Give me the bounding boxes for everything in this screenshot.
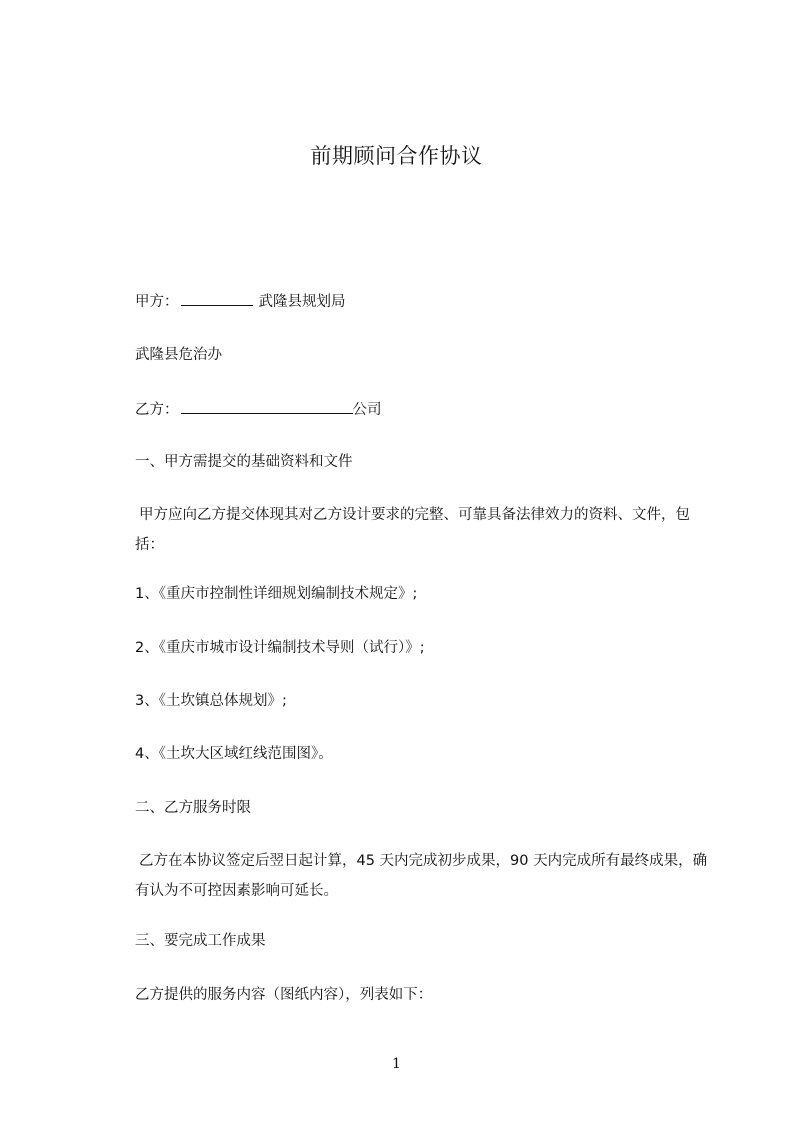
document-title: 前期顾问合作协议 [310, 144, 483, 168]
section-3-body: 乙方提供的服务内容（图纸内容），列表如下： [135, 987, 433, 1003]
party-a-name-2: 武隆县危治办 [135, 347, 222, 363]
party-b-label: 乙方： [135, 402, 179, 418]
party-a-blank [181, 291, 253, 306]
list-item: 1、《重庆市控制性详细规划编制技术规定》; [135, 586, 418, 602]
list-item: 4、《土坎大区域红线范围图》。 [135, 746, 333, 762]
section-1-body: 甲方应向乙方提交体现其对乙方设计要求的完整、可靠具备法律效力的资料、文件，包括： [135, 507, 690, 553]
party-b-line [135, 399, 382, 420]
section-3-heading: 三、要完成工作成果 [135, 933, 266, 949]
party-a-name: 武隆县规划局 [258, 294, 346, 310]
party-b-suffix: 公司 [352, 402, 382, 418]
party-a-label: 甲方： [135, 294, 179, 310]
page-number: 1 [392, 1056, 401, 1072]
section-1-heading: 一、甲方需提交的基础资料和文件 [135, 454, 353, 470]
party-b-blank [181, 399, 353, 414]
list-item: 3、《土坎镇总体规划》; [135, 693, 287, 709]
section-2-body: 乙方在本协议签定后翌日起计算，45 天内完成初步成果，90 天内完成所有最终成果，确有认为不可控因素影响可延长。 [135, 853, 708, 899]
list-item: 2、《重庆市城市设计编制技术导则（试行）》; [135, 640, 425, 656]
section-2-heading: 二、乙方服务时限 [135, 800, 251, 816]
party-a-line [135, 291, 346, 312]
